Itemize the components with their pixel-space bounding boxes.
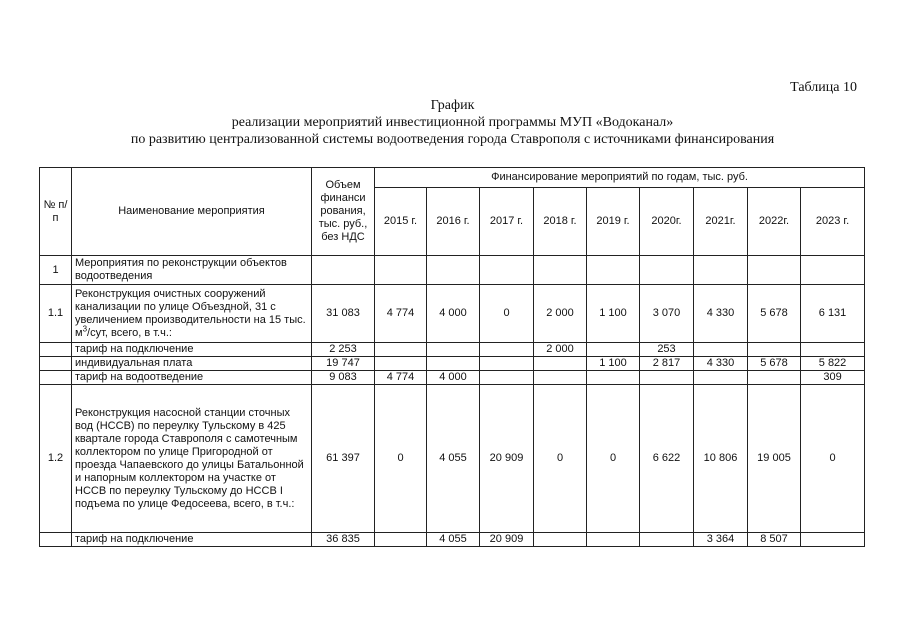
row-name: тариф на подключение [72, 533, 312, 547]
table-row [40, 343, 865, 357]
row-value: 8 507 [748, 533, 801, 547]
row-value: 4 000 [427, 371, 480, 385]
row-num: 1.2 [40, 385, 72, 533]
row-value [427, 256, 480, 285]
header-year: 2015 г. [375, 188, 427, 256]
header-volume: Объем финанси рования, тыс. руб., без НДС [312, 168, 375, 256]
row-volume: 36 835 [312, 533, 375, 547]
row-value: 4 055 [427, 533, 480, 547]
header-num: № п/п [40, 168, 72, 256]
row-value [748, 371, 801, 385]
header-name: Наименование мероприятия [72, 168, 312, 256]
table-row [40, 533, 865, 547]
row-volume: 31 083 [312, 285, 375, 343]
row-value: 3 070 [640, 285, 694, 343]
row-name-text: Реконструкция очистных сооружений канализации по улице Объездной, 31 с увеличением производительности на 15 тыс. м [75, 287, 306, 339]
row-name-text: /сут, всего, в т.ч.: [87, 326, 172, 339]
row-value [375, 357, 427, 371]
row-value: 0 [480, 285, 534, 343]
row-value: 0 [801, 385, 865, 533]
row-volume: 2 253 [312, 343, 375, 357]
row-value: 4 055 [427, 385, 480, 533]
header-year: 2018 г. [534, 188, 587, 256]
row-value: 0 [375, 385, 427, 533]
table-row [40, 357, 865, 371]
row-value: 4 774 [375, 285, 427, 343]
header-year: 2017 г. [480, 188, 534, 256]
row-value [480, 343, 534, 357]
row-value [375, 533, 427, 547]
row-value: 4 774 [375, 371, 427, 385]
row-num: 1 [40, 256, 72, 285]
row-value [694, 256, 748, 285]
row-value: 2 000 [534, 343, 587, 357]
row-value: 10 806 [694, 385, 748, 533]
row-value: 4 000 [427, 285, 480, 343]
row-value: 253 [640, 343, 694, 357]
table-row [40, 256, 865, 285]
row-value [748, 343, 801, 357]
row-value [694, 343, 748, 357]
row-value: 2 817 [640, 357, 694, 371]
header-financing: Финансирование мероприятий по годам, тыс. руб. [375, 168, 865, 188]
row-value [534, 371, 587, 385]
table-row [40, 385, 865, 533]
financing-table [39, 167, 865, 547]
row-value [534, 256, 587, 285]
title-line-2: реализации мероприятий инвестиционной программы МУП «Водоканал» [231, 115, 674, 130]
row-value: 20 909 [480, 385, 534, 533]
row-value [748, 256, 801, 285]
row-value [640, 533, 694, 547]
title-line-1: График [430, 98, 475, 113]
row-value [801, 256, 865, 285]
row-value: 4 330 [694, 357, 748, 371]
row-num [40, 371, 72, 385]
row-value: 4 330 [694, 285, 748, 343]
row-value [375, 256, 427, 285]
header-year: 2021г. [694, 188, 748, 256]
header-year: 2020г. [640, 188, 694, 256]
row-value [694, 371, 748, 385]
header-year: 2016 г. [427, 188, 480, 256]
row-num [40, 343, 72, 357]
row-value [480, 357, 534, 371]
row-value [587, 533, 640, 547]
row-volume: 19 747 [312, 357, 375, 371]
row-volume: 61 397 [312, 385, 375, 533]
row-num [40, 533, 72, 547]
row-value: 19 005 [748, 385, 801, 533]
row-value [534, 357, 587, 371]
row-value: 5 822 [801, 357, 865, 371]
row-name: тариф на подключение [72, 343, 312, 357]
row-value [587, 343, 640, 357]
row-value [480, 371, 534, 385]
row-name [72, 285, 312, 343]
title-line-3: по развитию централизованной системы водоотведения города Ставрополя с источниками финансирования [130, 132, 775, 147]
row-value: 6 622 [640, 385, 694, 533]
table-number: Таблица 10 [790, 80, 857, 95]
row-volume: 9 083 [312, 371, 375, 385]
row-value [427, 343, 480, 357]
row-name: Реконструкция насосной станции сточных вод (НССВ) по переулку Тульскому в 425 квартале города Ставрополя с самотечным коллектором по улице Пригородной от проезда Чапаевского до улицы Батальонной и напорным коллектором на участке от НССВ по переулку Тульскому до НССВ I подъема по улице Федосеева, всего, в т.ч.: [72, 385, 312, 533]
row-value [587, 371, 640, 385]
row-value [801, 533, 865, 547]
header-year: 2022г. [748, 188, 801, 256]
row-value: 2 000 [534, 285, 587, 343]
row-value [480, 256, 534, 285]
row-value [640, 256, 694, 285]
header-year: 2023 г. [801, 188, 865, 256]
row-value: 3 364 [694, 533, 748, 547]
document-title [0, 97, 905, 148]
row-value [640, 371, 694, 385]
row-name: тариф на водоотведение [72, 371, 312, 385]
row-value: 309 [801, 371, 865, 385]
row-value: 6 131 [801, 285, 865, 343]
table-row [40, 371, 865, 385]
row-value [801, 343, 865, 357]
row-value: 0 [587, 385, 640, 533]
row-value [375, 343, 427, 357]
header-year: 2019 г. [587, 188, 640, 256]
row-value: 5 678 [748, 285, 801, 343]
row-name: индивидуальная плата [72, 357, 312, 371]
row-volume [312, 256, 375, 285]
row-value: 1 100 [587, 357, 640, 371]
row-value [534, 533, 587, 547]
row-value [427, 357, 480, 371]
row-num: 1.1 [40, 285, 72, 343]
row-name: Мероприятия по реконструкции объектов водоотведения [72, 256, 312, 285]
row-value [587, 256, 640, 285]
row-value: 1 100 [587, 285, 640, 343]
row-value: 20 909 [480, 533, 534, 547]
table-row [40, 285, 865, 343]
row-num [40, 357, 72, 371]
row-value: 0 [534, 385, 587, 533]
superscript: 3 [82, 323, 88, 333]
row-value: 5 678 [748, 357, 801, 371]
